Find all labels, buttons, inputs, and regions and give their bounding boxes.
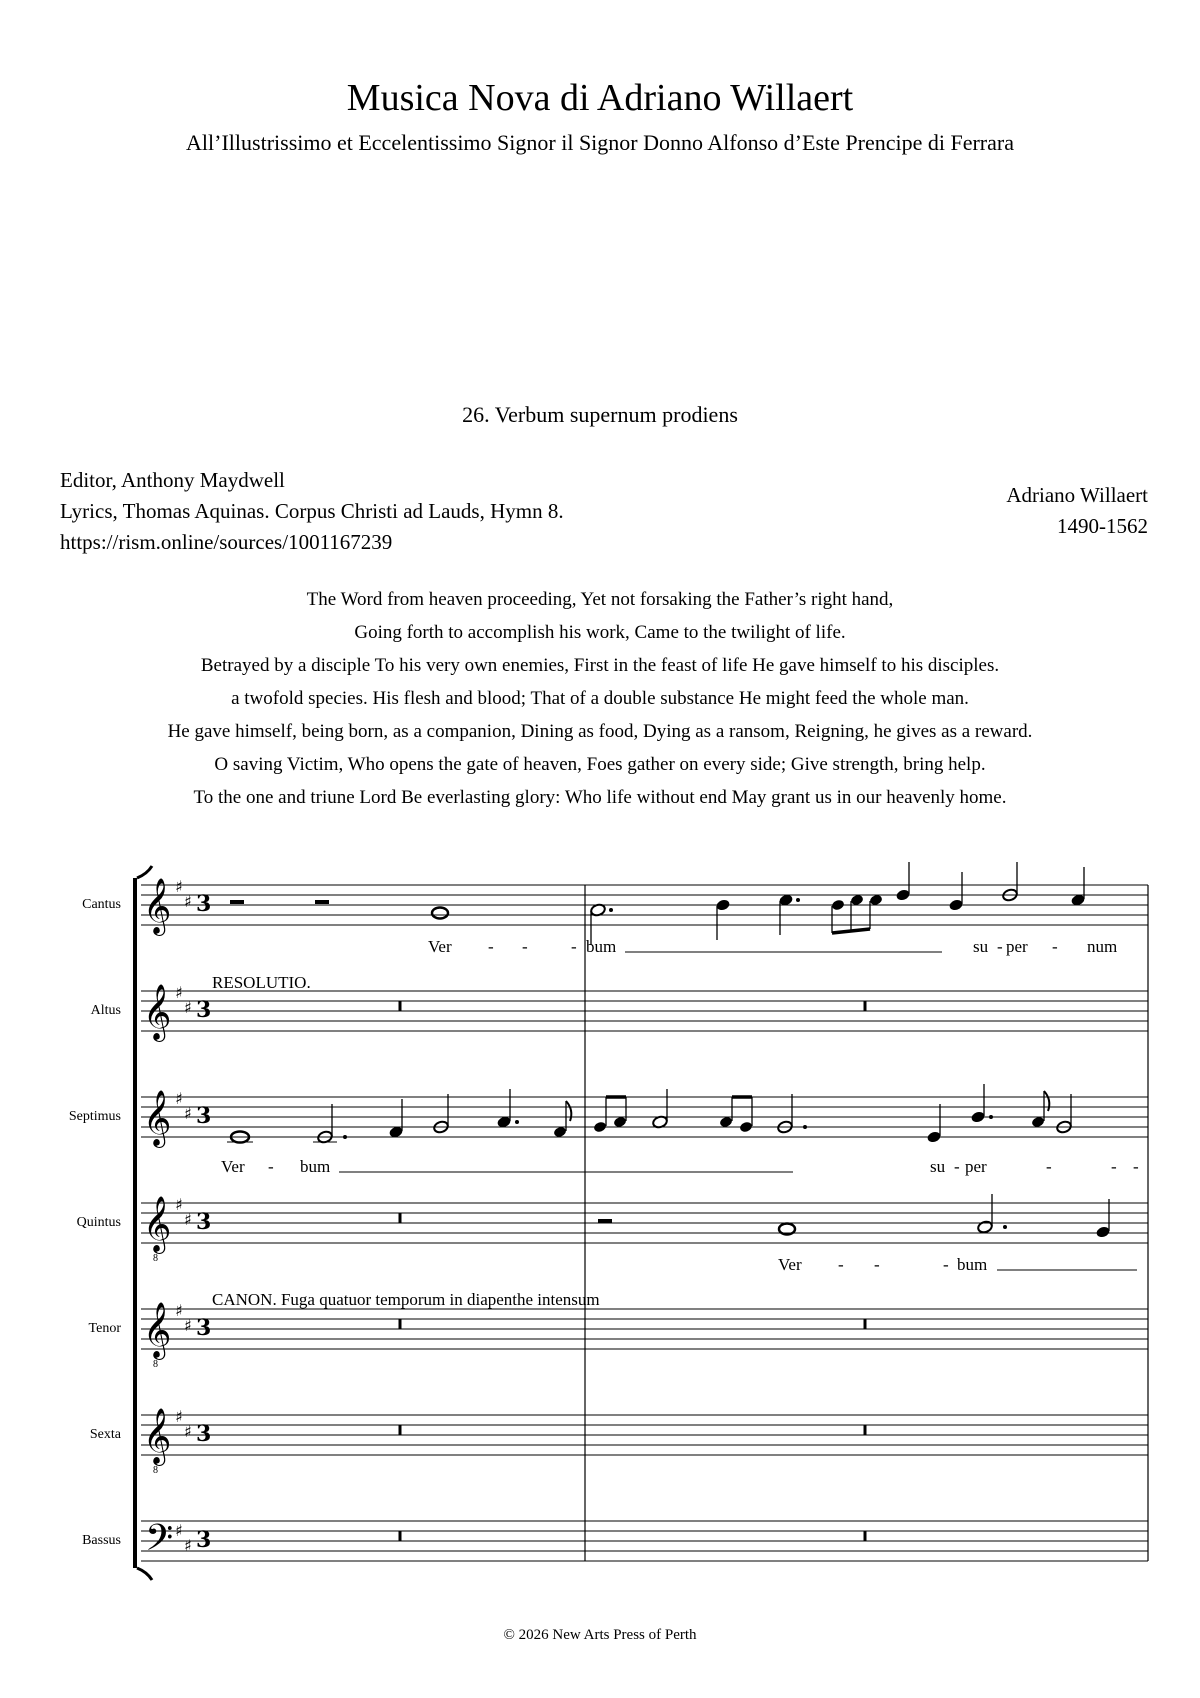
dedication-subtitle: All’Illustrissimo et Eccelentissimo Signor il Signor Donno Alfonso d’Este Prencipe di Ferrara: [186, 130, 1014, 155]
quarter-note: [715, 898, 730, 940]
voice-name-tenor: Tenor: [88, 1321, 121, 1336]
measure-rest: [399, 1319, 402, 1329]
sharp-icon: ♯: [175, 877, 183, 896]
lyric-syllable: bum: [586, 937, 617, 956]
treble-clef-icon: 𝄞: [143, 1302, 172, 1358]
quarter-note: [926, 1104, 941, 1144]
quarter-note: [388, 1099, 403, 1139]
staff-altus: [141, 983, 1148, 1097]
quarter-note: [895, 862, 910, 902]
staff-sexta: [141, 1407, 1148, 1521]
sharp-icon: ♯: [184, 1104, 192, 1123]
sharp-icon: ♯: [184, 1210, 192, 1229]
dotted-quarter-note: [970, 1084, 993, 1124]
lyric-syllable: Ver: [221, 1157, 245, 1176]
lyric-hyphen: -: [268, 1157, 274, 1176]
resolutio-annotation: RESOLUTIO.: [212, 973, 311, 992]
translation-line: Betrayed by a disciple To his very own enemies, First in the feast of life He gave himself to his disciples.: [200, 655, 1000, 676]
lyric-hyphen: -: [997, 937, 1003, 956]
eighth-note-pair: [593, 1097, 627, 1133]
quarter-note: [1095, 1199, 1110, 1239]
cantus-notes: [230, 862, 1086, 945]
sharp-icon: ♯: [175, 1521, 183, 1540]
measure-rest: [399, 1531, 402, 1541]
lyric-syllable: su: [930, 1157, 946, 1176]
measure-rest: [864, 1531, 867, 1541]
sharp-icon: ♯: [184, 998, 192, 1017]
treble-clef-icon: 𝄞: [143, 1196, 172, 1252]
measure-rest: [864, 1319, 867, 1329]
lyric-hyphen: -: [1133, 1157, 1139, 1176]
sharp-icon: ♯: [175, 1301, 183, 1320]
half-note: [433, 1094, 450, 1134]
measure-rest: [399, 1213, 402, 1223]
time-signature: 3: [196, 997, 212, 1023]
lyric-syllable: Ver: [778, 1255, 802, 1274]
dotted-quarter-note: [496, 1089, 519, 1129]
breve-rest: [230, 900, 244, 904]
lyric-hyphen: -: [488, 937, 494, 956]
voice-name-bassus: Bassus: [82, 1533, 121, 1548]
quarter-note: [948, 872, 963, 912]
whole-note: [432, 908, 448, 919]
sharp-icon: ♯: [175, 983, 183, 1002]
staff-bassus: [141, 1517, 1148, 1568]
quintus-lyrics: [778, 1255, 1137, 1274]
voice-name-septimus: Septimus: [68, 1109, 121, 1124]
composer-name: Adriano Willaert: [1006, 483, 1148, 507]
half-note: [652, 1089, 669, 1129]
measure-rest: [399, 1001, 402, 1011]
composer-dates: 1490-1562: [1057, 514, 1148, 538]
quarter-note: [1070, 867, 1085, 907]
dotted-half-note: [977, 1194, 1007, 1234]
lyric-syllable: per: [1006, 937, 1028, 956]
translation-line: Going forth to accomplish his work, Came to the twilight of life.: [354, 622, 846, 643]
piece-title: 26. Verbum supernum prodiens: [462, 402, 738, 427]
source-link[interactable]: https://rism.online/sources/1001167239: [60, 530, 393, 554]
eighth-note-pair: [719, 1097, 753, 1133]
lyric-syllable: su: [973, 937, 989, 956]
lyric-hyphen: -: [1111, 1157, 1117, 1176]
time-signature: 3: [196, 1209, 212, 1235]
measure-rest: [864, 1425, 867, 1435]
quintus-notes: [598, 1194, 1111, 1239]
eighth-note-group: [831, 894, 883, 933]
dotted-half-note: [313, 1104, 347, 1144]
lyric-hyphen: -: [1046, 1157, 1052, 1176]
lyric-hyphen: -: [943, 1255, 949, 1274]
measure-rest: [864, 1001, 867, 1011]
sharp-icon: ♯: [184, 1422, 192, 1441]
septimus-lyrics: [221, 1157, 1139, 1176]
copyright-footer: © 2026 New Arts Press of Perth: [503, 1627, 697, 1643]
breve-rest: [315, 900, 329, 904]
septimus-notes: [227, 1084, 1072, 1144]
lyric-syllable: Ver: [428, 937, 452, 956]
treble-clef-icon: 𝄞: [143, 1090, 172, 1146]
staff-septimus: [141, 1089, 1148, 1203]
half-note: [1056, 1094, 1073, 1134]
lyric-hyphen: -: [954, 1157, 960, 1176]
lyric-hyphen: -: [571, 937, 577, 956]
sharp-icon: ♯: [184, 1316, 192, 1335]
bass-clef-icon: 𝄢: [145, 1517, 174, 1568]
treble-clef-icon: 𝄞: [143, 878, 172, 934]
staff-tenor: [141, 1301, 1148, 1415]
treble-clef-icon: 𝄞: [143, 984, 172, 1040]
lyric-syllable: per: [965, 1157, 987, 1176]
time-signature: 3: [196, 891, 212, 917]
voice-name-quintus: Quintus: [76, 1215, 121, 1230]
lyric-syllable: bum: [300, 1157, 331, 1176]
lyric-syllable: bum: [957, 1255, 988, 1274]
sharp-icon: ♯: [184, 1536, 192, 1555]
sharp-icon: ♯: [175, 1195, 183, 1214]
translation-line: a twofold species. His flesh and blood; That of a double substance He might feed the whole man.: [231, 688, 969, 709]
octave-mark: 8: [153, 1253, 158, 1264]
canon-annotation: CANON. Fuga quatuor temporum in diapenthe intensum: [212, 1290, 600, 1309]
dotted-half-note: [777, 1094, 807, 1134]
translation-line: O saving Victim, Who opens the gate of heaven, Foes gather on every side; Give strength, bring help.: [214, 754, 986, 775]
translation-line: The Word from heaven proceeding, Yet not forsaking the Father’s right hand,: [306, 589, 894, 610]
half-note: [1002, 862, 1019, 902]
editor-credit: Editor, Anthony Maydwell: [60, 468, 285, 492]
octave-mark: 8: [153, 1359, 158, 1370]
voice-name-sexta: Sexta: [89, 1427, 121, 1442]
collection-title: Musica Nova di Adriano Willaert: [346, 77, 854, 119]
measure-rest: [399, 1425, 402, 1435]
lyric-hyphen: -: [838, 1255, 844, 1274]
voice-name-cantus: Cantus: [82, 897, 121, 912]
treble-clef-icon: 𝄞: [143, 1408, 172, 1464]
lyric-hyphen: -: [874, 1255, 880, 1274]
cantus-lyrics: [428, 937, 1117, 956]
time-signature: 3: [196, 1103, 212, 1129]
dotted-quarter-note: [778, 893, 800, 935]
time-signature: 3: [196, 1315, 212, 1341]
time-signature: 3: [196, 1421, 212, 1447]
voice-name-altus: Altus: [90, 1003, 121, 1018]
translation-line: He gave himself, being born, as a companion, Dining as food, Dying as a ransom, Reigning, he gives as a reward.: [167, 721, 1033, 742]
sharp-icon: ♯: [175, 1407, 183, 1426]
lyric-syllable: num: [1087, 937, 1118, 956]
time-signature: 3: [196, 1527, 212, 1553]
sharp-icon: ♯: [184, 892, 192, 911]
octave-mark: 8: [153, 1465, 158, 1476]
sharp-icon: ♯: [175, 1089, 183, 1108]
lyric-hyphen: -: [1052, 937, 1058, 956]
breve-rest: [598, 1219, 612, 1223]
translation-line: To the one and triune Lord Be everlasting glory: Who life without end May grant us in our heavenly home.: [193, 787, 1007, 808]
lyric-hyphen: -: [522, 937, 528, 956]
lyricist-credit: Lyrics, Thomas Aquinas. Corpus Christi ad Lauds, Hymn 8.: [60, 499, 564, 523]
